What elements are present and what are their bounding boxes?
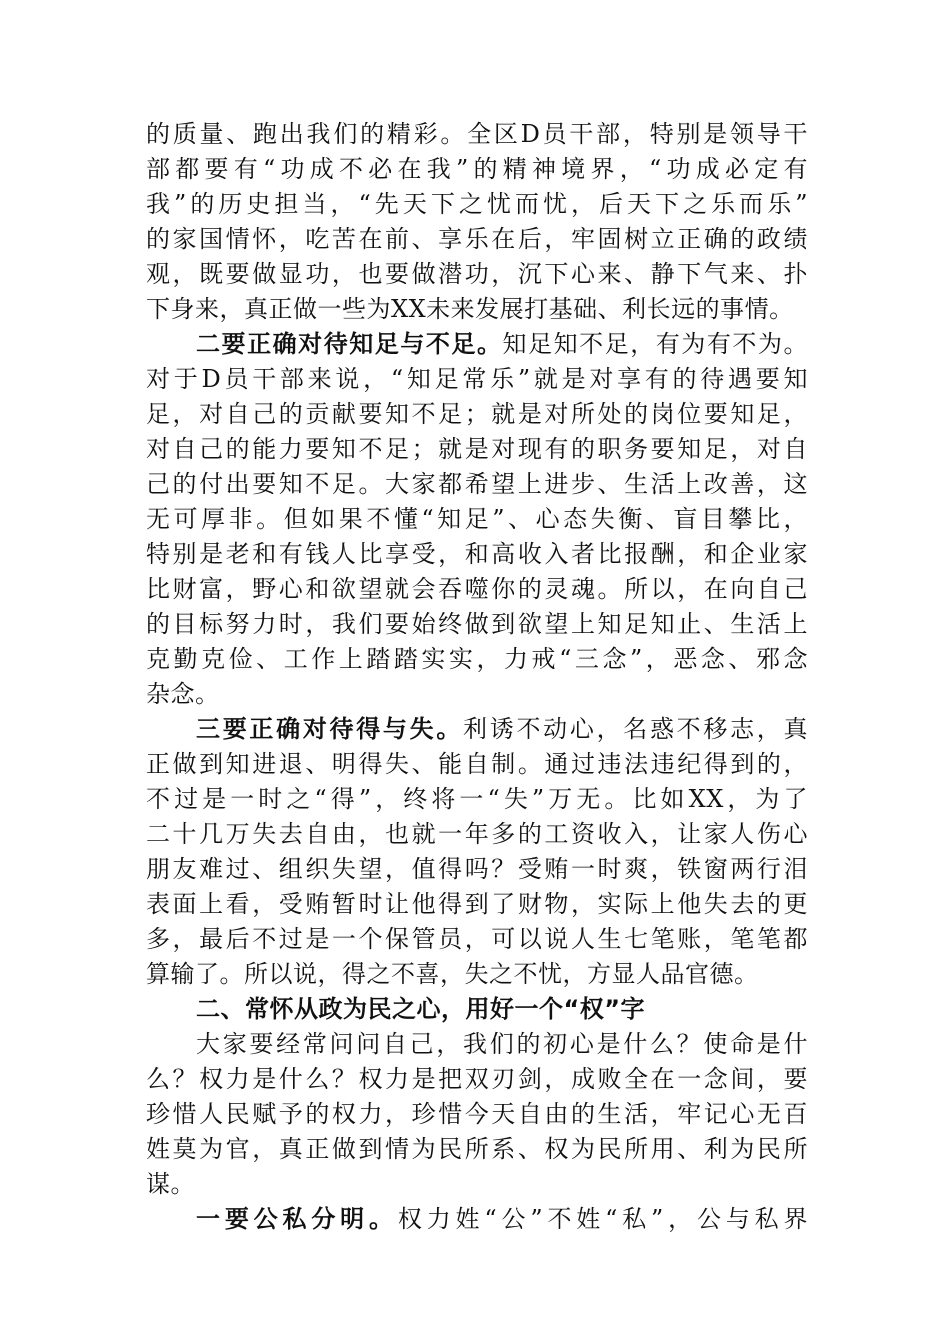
paragraph-heading: 一要公私分明。 xyxy=(196,1205,398,1233)
section-heading: 二、常怀从政为民之心，用好一个“权”字 xyxy=(196,995,646,1023)
text-line: 对自己的能力要知不足；就是对现有的职务要知足，对自 xyxy=(146,435,808,463)
text-line: 么？权力是什么？权力是把双刃剑，成败全在一念间，要 xyxy=(146,1065,808,1093)
text-line: 足，对自己的贡献要知不足；就是对所处的岗位要知足， xyxy=(146,400,808,428)
text-line: 的目标努力时，我们要始终做到欲望上知足知止、生活上 xyxy=(146,610,808,638)
text-line: 正做到知进退、明得失、能自制。通过违法违纪得到的， xyxy=(146,750,808,778)
paragraph-first-line: 三要正确对待得与失。利诱不动心，名惑不移志，真 xyxy=(196,715,809,743)
paragraph-heading: 三要正确对待得与失。 xyxy=(196,715,464,743)
text-line: 二十几万失去自由，也就一年多的工资收入，让家人伤心 xyxy=(146,820,808,848)
text-line: 多，最后不过是一个保管员，可以说人生七笔账，笔笔都 xyxy=(146,925,808,953)
text-line: 部都要有“功成不必在我”的精神境界，“功成必定有 xyxy=(146,155,808,183)
paragraph-heading: 二要正确对待知足与不足。 xyxy=(196,330,503,358)
text-line: 克勤克俭、工作上踏踏实实，力戒“三念”，恶念、邪念 xyxy=(146,645,808,673)
text-line: 无可厚非。但如果不懂“知足”、心态失衡、盲目攀比， xyxy=(146,505,808,533)
text-line: 的质量、跑出我们的精彩。全区D员干部，特别是领导干 xyxy=(146,120,808,148)
text-line: 比财富，野心和欲望就会吞噬你的灵魂。所以，在向自己 xyxy=(146,575,808,603)
text-line: 不过是一时之“得”，终将一“失”万无。比如XX，为了 xyxy=(146,785,808,813)
text-line: 己的付出要知不足。大家都希望上进步、生活上改善，这 xyxy=(146,470,808,498)
paragraph-first-line: 二要正确对待知足与不足。知足知不足，有为有不为。 xyxy=(196,330,809,358)
paragraph-first-line: 大家要经常问问自己，我们的初心是什么？使命是什 xyxy=(196,1030,808,1058)
text-line: 杂念。 xyxy=(146,680,220,708)
text-line: 姓莫为官，真正做到情为民所系、权为民所用、利为民所 xyxy=(146,1135,808,1163)
text-line: 对于D员干部来说，“知足常乐”就是对享有的待遇要知 xyxy=(146,365,808,393)
text-line: 朋友难过、组织失望，值得吗？受贿一时爽，铁窗两行泪 xyxy=(146,855,808,883)
text-line: 我”的历史担当，“先天下之忧而忧，后天下之乐而乐” xyxy=(146,190,808,218)
text-line: 表面上看，受贿暂时让他得到了财物，实际上他失去的更 xyxy=(146,890,808,918)
text-line: 特别是老和有钱人比享受，和高收入者比报酬，和企业家 xyxy=(146,540,808,568)
text-line: 算输了。所以说，得之不喜，失之不忧，方显人品官德。 xyxy=(146,960,759,988)
paragraph-first-line: 一要公私分明。权力姓“公”不姓“私”，公与私界 xyxy=(196,1205,809,1233)
text-line: 下身来，真正做一些为XX未来发展打基础、利长远的事情。 xyxy=(146,295,794,323)
text-line: 的家国情怀，吃苦在前、享乐在后，牢固树立正确的政绩 xyxy=(146,225,808,253)
text-line: 谋。 xyxy=(146,1170,195,1198)
text-line: 珍惜人民赋予的权力，珍惜今天自由的生活，牢记心无百 xyxy=(146,1100,808,1128)
text-line: 观，既要做显功，也要做潜功，沉下心来、静下气来、扑 xyxy=(146,260,808,288)
